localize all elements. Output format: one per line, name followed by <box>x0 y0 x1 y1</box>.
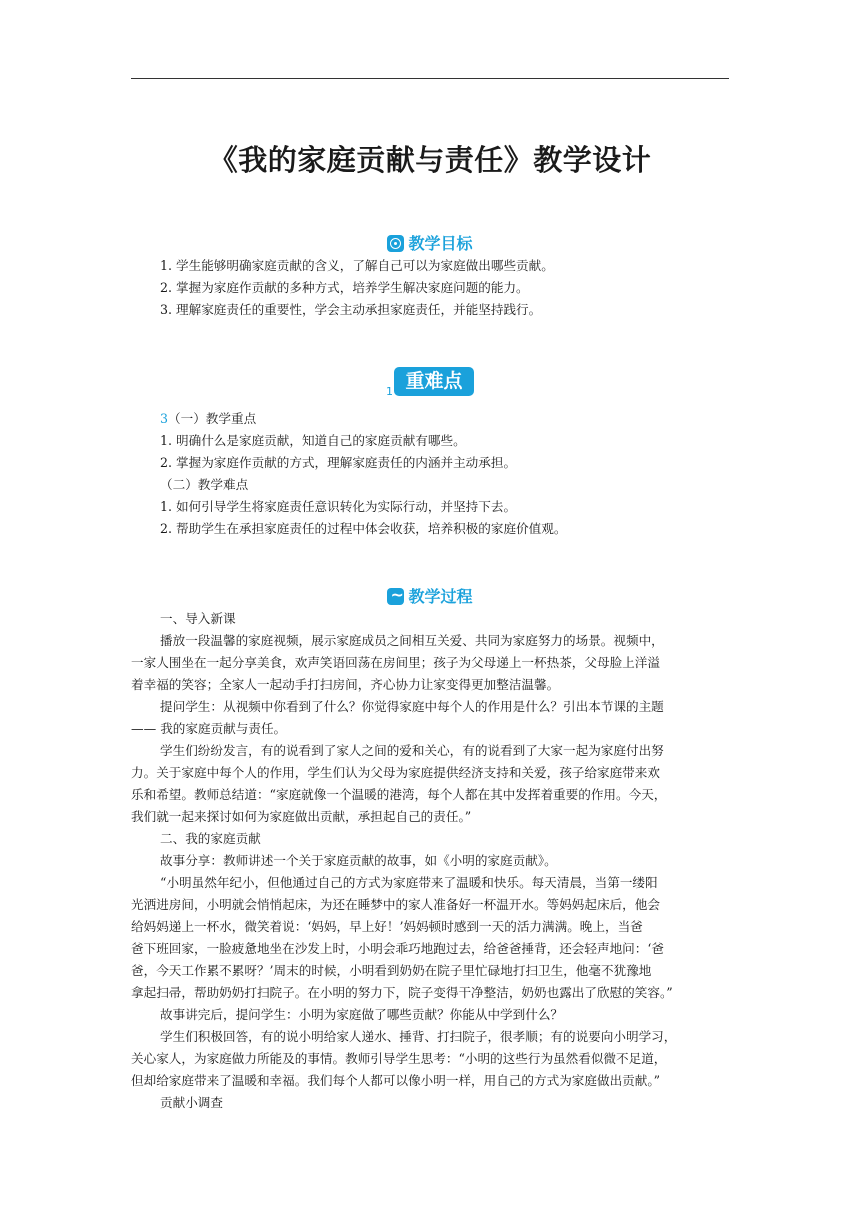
focus-item: 2. 掌握为家庭作贡献的方式，理解家庭责任的内涵并主动承担。 <box>160 455 517 470</box>
process-heading <box>0 584 860 607</box>
process-line: 我们就一起来探讨如何为家庭做出贡献，承担起自己的责任。” <box>131 809 472 824</box>
badge-marker: 1 <box>386 385 393 398</box>
objective-item: 1. 学生能够明确家庭贡献的含义，了解自己可以为家庭做出哪些贡献。 <box>160 258 554 273</box>
difficulty-item: 2. 帮助学生在承担家庭责任的过程中体会收获，培养积极的家庭价值观。 <box>160 521 567 536</box>
process-line: 爸下班回家，一脸疲惫地坐在沙发上时，小明会乖巧地跑过去，给爸爸捶背，还会轻声地问：‘爸 <box>131 941 664 956</box>
focus-heading-text: （一）教学重点 <box>168 411 257 426</box>
objectives-heading <box>0 231 860 254</box>
process-line: 学生们积极回答，有的说小明给家人递水、捶背、打扫院子，很孝顺；有的说要向小明学习， <box>160 1029 677 1044</box>
process-line: 播放一段温馨的家庭视频，展示家庭成员之间相互关爱、共同为家庭努力的场景。视频中， <box>160 633 664 648</box>
process-line: 给妈妈递上一杯水，微笑着说：‘妈妈，早上好！’妈妈顿时感到一天的活力满满。晚上，当爸 <box>131 919 643 934</box>
process-subheading: 一、导入新课 <box>160 611 236 626</box>
process-line: 力。关于家庭中每个人的作用，学生们认为父母为家庭提供经济支持和关爱，孩子给家庭带来欢 <box>131 765 660 780</box>
process-line: 着幸福的笑容；全家人一起动手打扫房间，齐心协力让家变得更加整洁温馨。 <box>131 677 560 692</box>
process-line: 爸，今天工作累不累呀？’周末的时候，小明看到奶奶在院子里忙碌地打扫卫生，他毫不犹豫地 <box>131 963 652 978</box>
process-line: “小明虽然年纪小，但他通过自己的方式为家庭带来了温暖和快乐。每天清晨，当第一缕阳 <box>160 875 658 890</box>
process-line: 故事讲完后，提问学生：小明为家庭做了哪些贡献？你能从中学到什么？ <box>160 1007 563 1022</box>
document-title: 《我的家庭贡献与责任》教学设计 <box>208 143 652 177</box>
process-line: 学生们纷纷发言，有的说看到了家人之间的爱和关心，有的说看到了大家一起为家庭付出努 <box>160 743 664 758</box>
focus-marker: 3 <box>160 411 169 426</box>
difficulty-item: 1. 如何引导学生将家庭责任意识转化为实际行动，并坚持下去。 <box>160 499 517 514</box>
objective-item: 2. 掌握为家庭作贡献的多种方式，培养学生解决家庭问题的能力。 <box>160 280 529 295</box>
process-line: 一家人围坐在一起分享美食，欢声笑语回荡在房间里；孩子为父母递上一杯热茶，父母脸上洋溢 <box>131 655 660 670</box>
keypoints-badge: 重难点 <box>394 367 474 396</box>
process-line: 拿起扫帚，帮助奶奶打扫院子。在小明的努力下，院子变得干净整洁，奶奶也露出了欣慰的笑容。” <box>131 985 673 1000</box>
process-subheading: 贡献小调查 <box>160 1095 223 1110</box>
difficulty-heading: （二）教学难点 <box>160 477 249 492</box>
process-line: —— 我的家庭贡献与责任。 <box>131 721 287 736</box>
process-line: 关心家人，为家庭做力所能及的事情。教师引导学生思考：“小明的这些行为虽然看似微不足道， <box>131 1051 667 1066</box>
process-line: 但却给家庭带来了温暖和幸福。我们每个人都可以像小明一样，用自己的方式为家庭做出贡献。” <box>131 1073 661 1088</box>
header-rule <box>131 78 729 79</box>
wave-icon <box>387 588 404 605</box>
focus-item: 1. 明确什么是家庭贡献，知道自己的家庭贡献有哪些。 <box>160 433 466 448</box>
objective-item: 3. 理解家庭责任的重要性，学会主动承担家庭责任，并能坚持践行。 <box>160 302 542 317</box>
process-heading-text: 教学过程 <box>408 587 473 606</box>
focus-heading <box>160 411 256 427</box>
process-subheading: 二、我的家庭贡献 <box>160 831 261 846</box>
objectives-heading-text: 教学目标 <box>408 234 473 253</box>
process-line: 提问学生：从视频中你看到了什么？你觉得家庭中每个人的作用是什么？引出本节课的主题 <box>160 699 664 714</box>
process-line: 故事分享：教师讲述一个关于家庭贡献的故事，如《小明的家庭贡献》。 <box>160 853 557 868</box>
process-line: 乐和希望。教师总结道：“家庭就像一个温暖的港湾，每个人都在其中发挥着重要的作用。今天， <box>131 787 667 802</box>
target-icon <box>387 235 404 252</box>
process-line: 光洒进房间，小明就会悄悄起床，为还在睡梦中的家人准备好一杯温开水。等妈妈起床后，他会 <box>131 897 660 912</box>
